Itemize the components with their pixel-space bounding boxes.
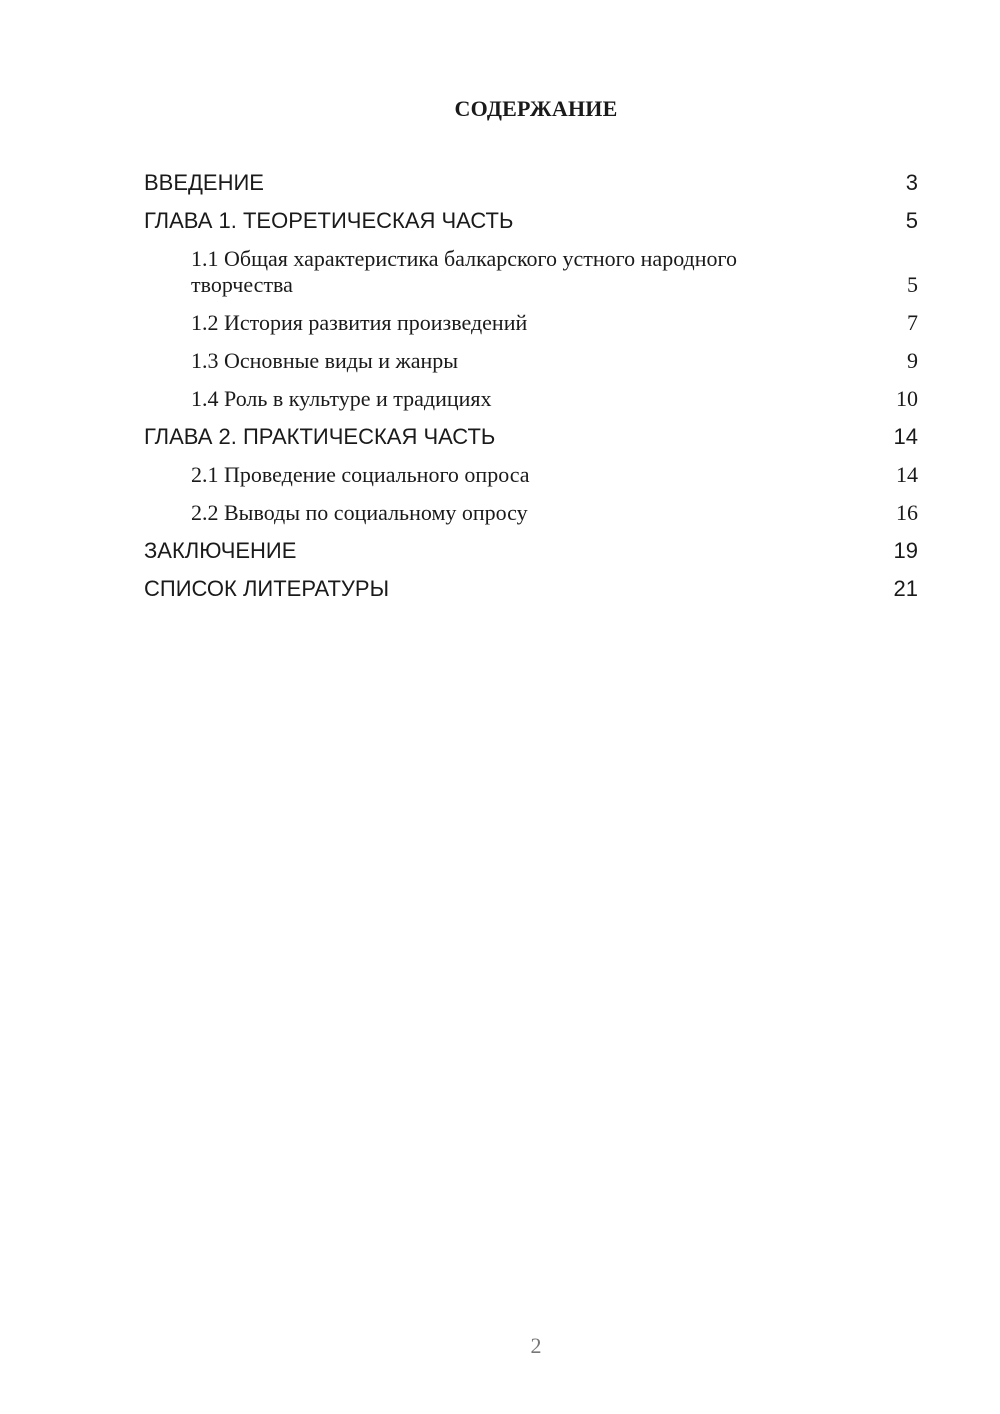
toc-entry-bibliography[interactable] bbox=[144, 576, 918, 602]
toc-entry-label: 2.1 Проведение социального опроса bbox=[191, 462, 530, 487]
toc-entry-page: 21 bbox=[893, 576, 918, 601]
toc-entry-section-1-3[interactable] bbox=[144, 348, 918, 374]
toc-entry-label: ВВЕДЕНИЕ bbox=[144, 170, 264, 195]
toc-entry-label: ЗАКЛЮЧЕНИЕ bbox=[144, 538, 297, 563]
toc-entry-page: 5 bbox=[905, 208, 918, 233]
toc-entry-label: 1.1 Общая характеристика балкарского устного народного творчества bbox=[191, 246, 738, 297]
toc-entry-label: 1.4 Роль в культуре и традициях bbox=[191, 386, 492, 411]
table-of-contents bbox=[144, 170, 918, 614]
toc-entry-chapter-2[interactable] bbox=[144, 424, 918, 450]
toc-entry-section-2-1[interactable] bbox=[144, 462, 918, 488]
toc-entry-page: 3 bbox=[905, 170, 918, 195]
toc-entry-label: 1.3 Основные виды и жанры bbox=[191, 348, 459, 373]
toc-entry-page: 19 bbox=[893, 538, 918, 563]
toc-entry-label: СПИСОК ЛИТЕРАТУРЫ bbox=[144, 576, 390, 601]
page-title: СОДЕРЖАНИЕ bbox=[454, 96, 618, 121]
toc-entry-label: 2.2 Выводы по социальному опросу bbox=[191, 500, 528, 525]
toc-entry-page: 16 bbox=[896, 500, 918, 525]
toc-entry-section-1-2[interactable] bbox=[144, 310, 918, 336]
toc-entry-label: 1.2 История развития произведений bbox=[191, 310, 528, 335]
toc-entry-page: 10 bbox=[896, 386, 918, 411]
toc-entry-page: 5 bbox=[907, 272, 918, 297]
toc-entry-label: ГЛАВА 1. ТЕОРЕТИЧЕСКАЯ ЧАСТЬ bbox=[144, 208, 514, 233]
toc-entry-conclusion[interactable] bbox=[144, 538, 918, 564]
page-number: 2 bbox=[530, 1333, 542, 1358]
toc-entry-section-2-2[interactable] bbox=[144, 500, 918, 526]
toc-entry-introduction[interactable] bbox=[144, 170, 918, 196]
toc-entry-page: 14 bbox=[893, 424, 918, 449]
toc-entry-page: 9 bbox=[907, 348, 918, 373]
toc-entry-section-1-4[interactable] bbox=[144, 386, 918, 412]
toc-entry-chapter-1[interactable] bbox=[144, 208, 918, 234]
toc-entry-page: 7 bbox=[907, 310, 918, 335]
toc-entry-label: ГЛАВА 2. ПРАКТИЧЕСКАЯ ЧАСТЬ bbox=[144, 424, 496, 449]
toc-entry-page: 14 bbox=[896, 462, 918, 487]
toc-entry-section-1-1[interactable] bbox=[144, 246, 918, 298]
